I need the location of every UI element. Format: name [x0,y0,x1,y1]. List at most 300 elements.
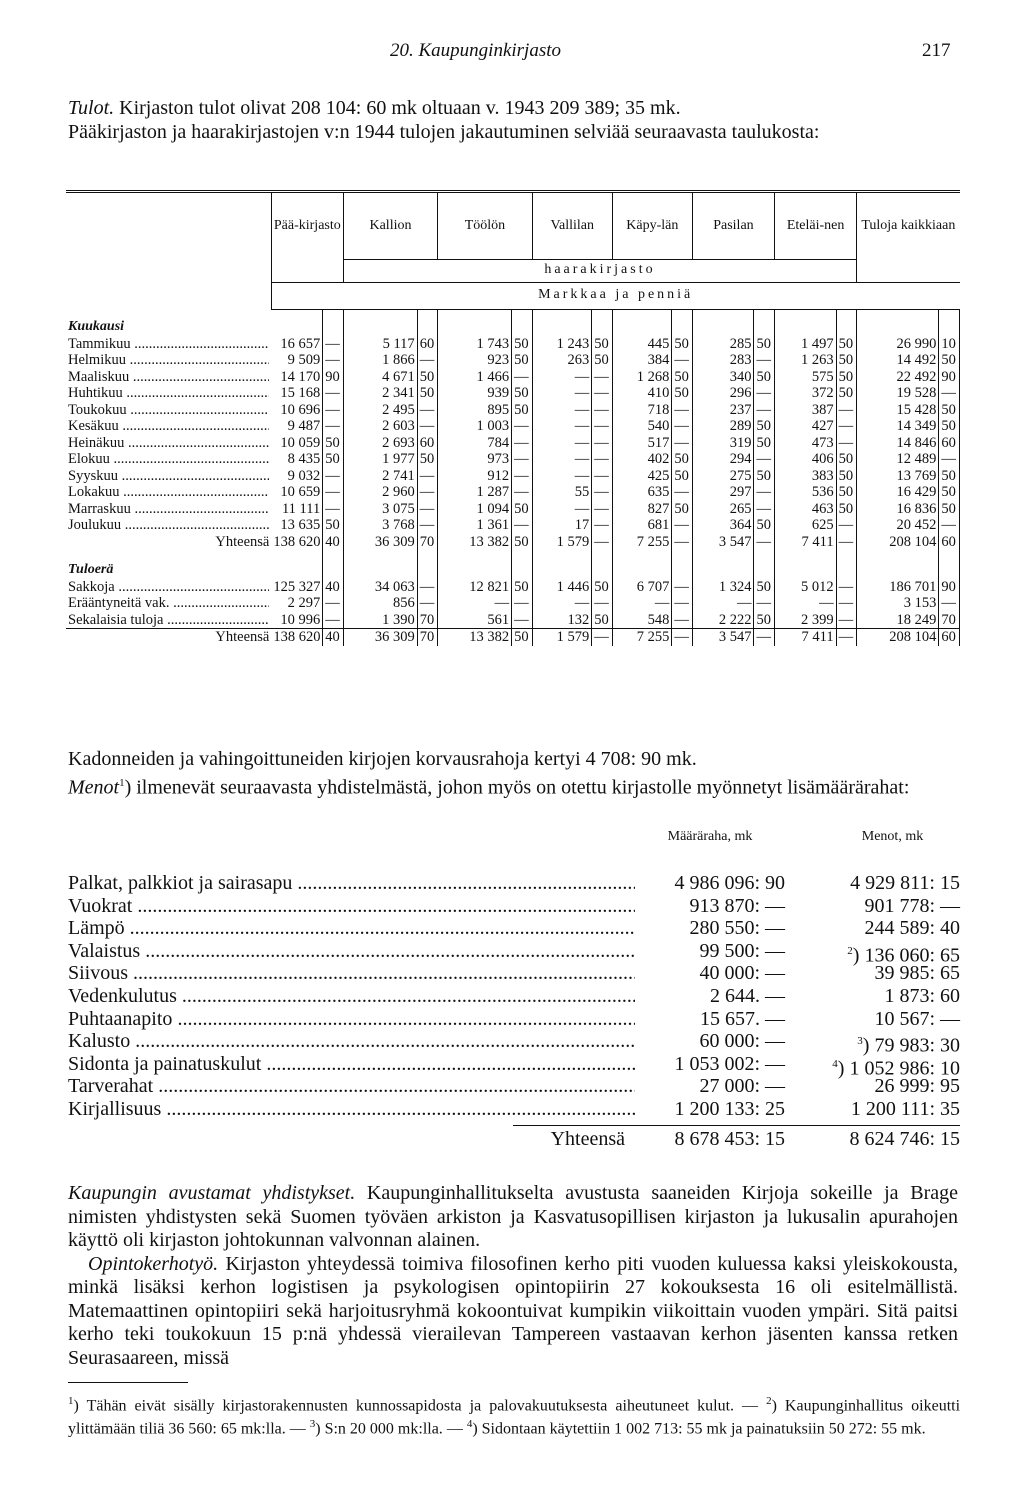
cell-penni: — [512,612,533,629]
cell-markka: 10 659 [280,484,321,500]
column-header: Pää-kirjasto [271,193,343,259]
cell-penni: — [512,595,533,612]
cell-penni: 50 [672,451,693,468]
expense-appropriation: 913 870: — [689,894,785,917]
column-header: Kallion [343,193,437,259]
row-label-text: Marraskuu ..... [68,501,269,518]
cell-markka: 208 104 [857,629,939,646]
cell-markka: 8 435 [287,451,321,467]
cell-markka: 364 [729,517,752,533]
group-label: haarakirjasto [343,259,856,282]
cell-penni: — [417,402,438,419]
spacer-cell [857,550,939,579]
cell-markka: 15 168 [280,385,321,401]
cell-markka: 19 528 [896,385,937,401]
expense-row [68,917,960,940]
spacer-cell [592,550,613,579]
cell-markka: 340 [729,368,752,385]
col-header-appropriation: Määräraha, mk [667,829,753,844]
menot-text: ) ilmenevät seuraavasta yhdistelmästä, johon myös on otettu kirjastolle myönnetyt lisämäärärahat: [124,776,910,799]
col-header-expenses: Menot, mk [861,829,924,844]
cell-markka: 410 [647,385,670,401]
spacer-cell [512,309,533,336]
cell-penni: 40 [323,579,344,596]
cell-penni: — [512,435,533,452]
cell-penni: — [417,352,438,369]
expense-value: 10 567: — [874,1007,960,1030]
cell-penni: — [836,517,857,534]
row-label [66,595,271,612]
cell-penni: — [323,336,344,353]
cell-penni: 50 [754,435,775,452]
cell-markka: — [819,595,834,611]
spacer-cell [417,309,438,336]
cell-penni: 50 [836,484,857,501]
spacer-cell [323,309,344,336]
cell-penni: — [672,579,693,596]
unit-row [66,282,960,309]
cell-markka: 427 [811,418,834,434]
footnote-marker: 1 [119,776,125,789]
cell-markka: 294 [729,451,752,467]
expense-label: Kirjallisuus ..... [68,1098,635,1121]
cell-markka: 2 222 [718,611,752,628]
cell-markka: 383 [811,467,834,484]
cell-penni: — [754,402,775,419]
expense-label: Puhtaanapito ..... [68,1008,635,1031]
cell-penni: 50 [417,369,438,386]
income-table [66,190,960,646]
column-header: Vallilan [532,193,612,259]
cell-markka: 55 [574,484,590,500]
cell-markka: 827 [647,500,670,517]
expense-total-label: Yhteensä [550,1127,625,1150]
cell-markka: 2 693 [382,434,415,451]
row-label-text: Elokuu ..... [68,451,269,468]
spacer-cell [775,309,837,336]
month-row [66,352,960,369]
row-label [66,484,271,501]
cell-markka: — [574,500,590,517]
cell-markka: 2 297 [287,595,321,611]
cell-markka: 14 846 [896,434,937,451]
row-label-text: Syyskuu ..... [68,468,269,485]
cell-markka: 7 255 [612,629,672,646]
cell-markka: 1 390 [382,611,415,628]
cell-penni: 50 [512,629,533,646]
spacer-cell [692,309,754,336]
cell-penni: 50 [754,612,775,629]
cell-markka: 10 696 [280,401,321,418]
spacer-cell [612,550,672,579]
column-header: Käpy-län [612,193,692,259]
section-row [66,309,960,336]
cell-markka: 1 268 [636,368,670,385]
cell-penni: — [323,501,344,518]
cell-penni: — [512,369,533,386]
cell-markka: 7 411 [801,533,834,550]
group-row [66,259,960,282]
row-label-text: Sekalaisia tuloja ..... [68,612,269,629]
expense-label: Valaistus ..... [68,940,635,963]
spacer-cell [612,309,672,336]
cell-markka: 1 446 [556,578,590,595]
cell-markka: 13 635 [280,517,321,533]
cell-markka: 13 769 [896,467,937,484]
footnote-divider [68,1382,188,1383]
header-blank [66,193,271,259]
cell-penni: 50 [417,385,438,402]
body-paragraphs [68,1182,958,1370]
cell-markka: 7 411 [775,629,837,646]
expense-appropriation: 1 053 002: — [674,1052,785,1075]
section-label-kuukausi: Kuukausi [68,319,125,334]
month-row [66,402,960,419]
expense-row [68,895,960,918]
cell-markka: 5 117 [382,335,415,352]
cell-penni: — [323,468,344,485]
cell-penni: 50 [323,435,344,452]
cell-markka: 387 [811,401,834,418]
cell-markka: 1 287 [476,484,510,500]
cell-penni: 50 [672,468,693,485]
cell-penni: — [417,517,438,534]
row-label-text: Sakkoja ..... [68,579,269,596]
row-label [66,517,271,534]
cell-markka: 9 032 [287,467,321,484]
cell-markka: 17 [574,517,590,533]
cell-markka: 3 075 [382,500,415,517]
expense-value: 1 200 111: 35 [850,1097,960,1120]
cell-markka: 372 [811,385,834,401]
cell-markka: 138 620 [271,629,322,646]
cell-penni: 60 [939,629,960,646]
cell-penni: 40 [323,534,344,551]
spacer-cell [775,550,837,579]
expense-label: Vuokrat ..... [68,895,635,918]
cell-penni: 50 [754,579,775,596]
column-header: Töölön [438,193,532,259]
row-label [66,501,271,518]
expense-value: 39 985: 65 [874,962,960,985]
cell-penni: 50 [754,418,775,435]
cell-penni: — [672,418,693,435]
cell-penni: — [836,418,857,435]
cell-penni: — [672,629,693,646]
expense-appropriation: 27 000: — [699,1075,785,1098]
cell-penni: — [672,612,693,629]
cell-penni: 70 [417,534,438,551]
cell-markka: 13 382 [469,533,510,550]
intro-paragraph [68,97,958,144]
cell-markka: 2 741 [382,467,415,484]
cell-markka: 14 492 [896,352,937,368]
cell-markka: 384 [647,352,670,368]
cell-markka: 718 [647,401,670,418]
cell-markka: 34 063 [374,578,415,595]
cell-penni: 70 [417,629,438,646]
cell-penni: 70 [417,612,438,629]
cell-markka: 625 [811,517,834,533]
month-row [66,468,960,485]
total-row [66,629,960,646]
row-label-text: Yhteensä [215,533,270,550]
cell-penni: — [836,534,857,551]
cell-penni: 90 [323,369,344,386]
cell-markka: 263 [567,352,590,368]
cell-penni: 50 [939,418,960,435]
cell-markka: — [574,401,590,418]
cell-markka: 895 [487,401,510,418]
expense-value: 79 983: 30 [874,1034,960,1057]
cell-penni: — [323,612,344,629]
cell-markka: 16 657 [280,335,321,352]
cell-penni: — [754,501,775,518]
row-label-text: Helmikuu ..... [68,352,269,369]
page-number: 217 [922,40,951,61]
month-row [66,484,960,501]
expense-label: Lämpö ..... [68,917,635,940]
cell-penni: 50 [672,501,693,518]
row-label [66,579,271,596]
expense-amount [785,872,960,895]
row-label [66,418,271,435]
expense-row [68,872,960,895]
cell-markka: 2 603 [382,418,415,434]
cell-penni: — [672,534,693,551]
cell-markka: 12 821 [469,578,510,595]
row-label-text: Toukokuu ..... [68,402,269,419]
spacer-cell [939,309,960,336]
cell-markka: 2 341 [382,385,415,401]
cell-markka: 319 [729,434,752,451]
cell-penni: — [754,534,775,551]
cell-markka: 575 [811,368,834,385]
spacer-cell [836,309,857,336]
expense-appropriation: 15 657. — [700,1007,785,1030]
expense-value: 1 873: 60 [884,984,960,1007]
cell-penni: — [512,418,533,435]
spacer-cell [438,309,512,336]
expense-amount [785,917,960,940]
cell-penni: 60 [939,435,960,452]
cell-markka: 3 547 [692,629,754,646]
cell-penni: 50 [672,369,693,386]
cell-markka: 681 [647,517,670,533]
unit-label: Markkaa ja penniä [271,282,959,309]
cell-penni: — [754,385,775,402]
cell-penni: 50 [836,468,857,485]
row-label [66,402,271,419]
cell-penni: — [417,579,438,596]
expense-appropriation: 60 000: — [699,1030,785,1053]
section-label-yhdistykset: Kaupungin avustamat yhdistykset. [68,1182,356,1204]
footnote-1: Tähän eivät sisälly kirjastorakennusten kunnossapidosta ja palovakuutuksesta aiheutuneet kulut. [86,1397,735,1415]
cell-penni: 50 [512,534,533,551]
column-header: Tuloja kaikkiaan [857,193,960,259]
cell-penni: — [512,468,533,485]
running-title: 20. Kaupunginkirjasto [390,40,562,61]
cell-penni: — [592,484,613,501]
expense-appropriation: 2 644. — [710,984,785,1007]
cell-penni: — [754,451,775,468]
cell-markka: 289 [729,418,752,434]
cell-penni: — [592,629,613,646]
cell-markka: 473 [811,434,834,451]
cell-markka: — [574,467,590,484]
expense-total-expenses: 8 624 746: 15 [849,1127,960,1150]
cell-markka: — [736,595,752,611]
expense-label: Kalusto ..... [68,1030,635,1053]
row-label [66,534,271,551]
cell-penni: 50 [672,336,693,353]
cell-penni: — [592,369,613,386]
cell-penni: — [836,435,857,452]
cell-penni: — [672,402,693,419]
cell-penni: 50 [323,451,344,468]
cell-penni: — [417,484,438,501]
cell-penni: 50 [592,579,613,596]
cell-markka: 1 743 [476,335,510,352]
cell-markka: 1 466 [476,368,510,385]
cell-penni: — [836,629,857,646]
cell-markka: 923 [487,352,510,368]
cell-markka: 1 003 [476,418,510,434]
spacer-cell [592,309,613,336]
cell-penni: 60 [417,336,438,353]
cell-penni: — [836,612,857,629]
cell-markka: 132 [567,611,590,628]
cell-markka: — [494,595,510,611]
cell-penni: — [592,468,613,485]
spacer-cell [323,550,344,579]
cell-markka: 36 309 [343,629,417,646]
footnote-ref: 4 [832,1057,838,1070]
total-row [66,534,960,551]
row-label-text: Kesäkuu ..... [68,418,269,435]
group-blank [857,259,960,282]
intro-line2: Pääkirjaston ja haarakirjastojen v:n 1944 tulojen jakautuminen selviää seuraavasta taulukosta: [68,120,820,143]
cell-penni: — [512,517,533,534]
cell-penni: — [836,579,857,596]
expense-row [68,1098,960,1121]
opintokerho-text: Kirjaston yhteydessä toimiva filosofinen kerho piti vuoden kuluessa kaksi yleiskokousta, minkä lisäksi kerhon logistisen ja psykologisen opintopiirin 27 kokouksesta 16 oli esitelmällistä. Matemaattinen opintopiiri sekä harjoitusryhmä kokoontuivat kumpikin viikoittain vuoden ympäri. Sitä paitsi kerho teki toukokuun 15 p:nä yhdessä vierailevan Tampereen vastaavan kerhon jäsenten kanssa retken Seurasaareen, missä [68,1252,959,1369]
cell-markka: 14 349 [896,418,937,434]
row-label [66,468,271,485]
cell-markka: 16 429 [896,484,937,500]
cell-markka: 402 [647,451,670,467]
cell-penni: — [592,435,613,452]
cell-markka: 26 990 [896,335,937,352]
cell-markka: 3 547 [718,533,752,550]
cell-markka: 6 707 [636,578,670,595]
cell-markka: 7 255 [636,533,670,550]
expense-row [68,962,960,985]
cell-penni: 50 [939,501,960,518]
cell-markka: 10 996 [280,611,321,628]
month-row [66,385,960,402]
cell-penni: — [672,484,693,501]
cell-penni: — [939,517,960,534]
month-row [66,369,960,386]
cell-penni: — [512,451,533,468]
expense-row [68,1075,960,1098]
section-label-tuloera: Tuloerä [68,562,114,577]
expense-label: Vedenkulutus ..... [68,985,635,1008]
cell-markka: 5 012 [801,578,834,595]
cell-markka: 10 059 [280,434,321,451]
expense-label: Siivous ..... [68,962,635,985]
cell-markka: 16 836 [896,500,937,517]
cell-penni: 90 [939,579,960,596]
row-label-text: Maaliskuu ..... [68,369,269,386]
expense-value: 4 929 811: 15 [850,872,960,894]
cell-markka: — [574,418,590,434]
column-header: Pasilan [692,193,774,259]
expense-amount: $^4$) 1 052 986: 10 [832,1057,960,1080]
cell-markka: 540 [647,418,670,434]
spacer-cell [512,550,533,579]
cell-markka: 296 [729,385,752,401]
cell-markka: 1 579 [556,533,590,550]
section-label-tulot: Tulot. [68,97,115,119]
cell-markka: — [574,595,590,611]
cell-markka: 125 327 [273,578,321,595]
expense-appropriation: 1 200 133: 25 [674,1097,785,1120]
cell-penni: 40 [323,629,344,646]
cell-penni: — [323,402,344,419]
cell-markka: 3 153 [903,595,937,611]
replacement-funds-text: Kadonneiden ja vahingoittuneiden kirjojen korvausrahoja kertyi 4 708: 90 mk. [68,748,697,770]
expense-label: Sidonta ja painatuskulut ..... [68,1053,635,1076]
cell-penni: — [754,629,775,646]
cell-markka: 463 [811,500,834,517]
cell-markka: 9 509 [287,352,321,368]
cell-penni: — [672,435,693,452]
cell-penni: 50 [323,517,344,534]
cell-penni: 50 [754,517,775,534]
cell-penni: 50 [512,336,533,353]
cell-penni: 50 [836,451,857,468]
page-header [0,40,1024,70]
cell-penni: — [592,402,613,419]
middle-paragraph [68,748,958,800]
cell-penni: — [417,501,438,518]
cell-penni: — [939,385,960,402]
cell-markka: 1 243 [556,335,590,352]
cell-penni: 50 [836,385,857,402]
item-row [66,612,960,629]
cell-markka: 15 428 [896,401,937,418]
cell-markka: 2 399 [801,611,834,628]
footnotes: $^1$) Tähän eivät sisälly kirjastorakennusten kunnossapidosta ja palovakuutuksesta aiheutuneet kulut. — $^2$) Kaupunginhallitus oikeutti ylittämään tiliä 36 560: 65 mk:lla. — $^3$) S:n 20 000 mk:lla. — $^4$) Sidontaan käytettiin 1 002 713: 55 mk ja painatuksiin 50 272: 55 mk. [68,1395,961,1438]
row-label-text: Heinäkuu ..... [68,435,269,452]
group-blank [271,259,343,282]
cell-penni: 50 [939,402,960,419]
cell-markka: 561 [487,611,510,628]
month-row [66,501,960,518]
cell-penni: 10 [939,336,960,353]
cell-penni: 50 [512,385,533,402]
cell-penni: — [592,595,613,612]
spacer-cell [271,309,322,336]
cell-penni: — [323,595,344,612]
cell-markka: 2 960 [382,484,415,500]
cell-markka: 939 [487,385,510,401]
section-label-opintokerho: Opintokerhotyö. [88,1252,219,1275]
cell-markka: 265 [729,500,752,517]
spacer-cell [754,550,775,579]
